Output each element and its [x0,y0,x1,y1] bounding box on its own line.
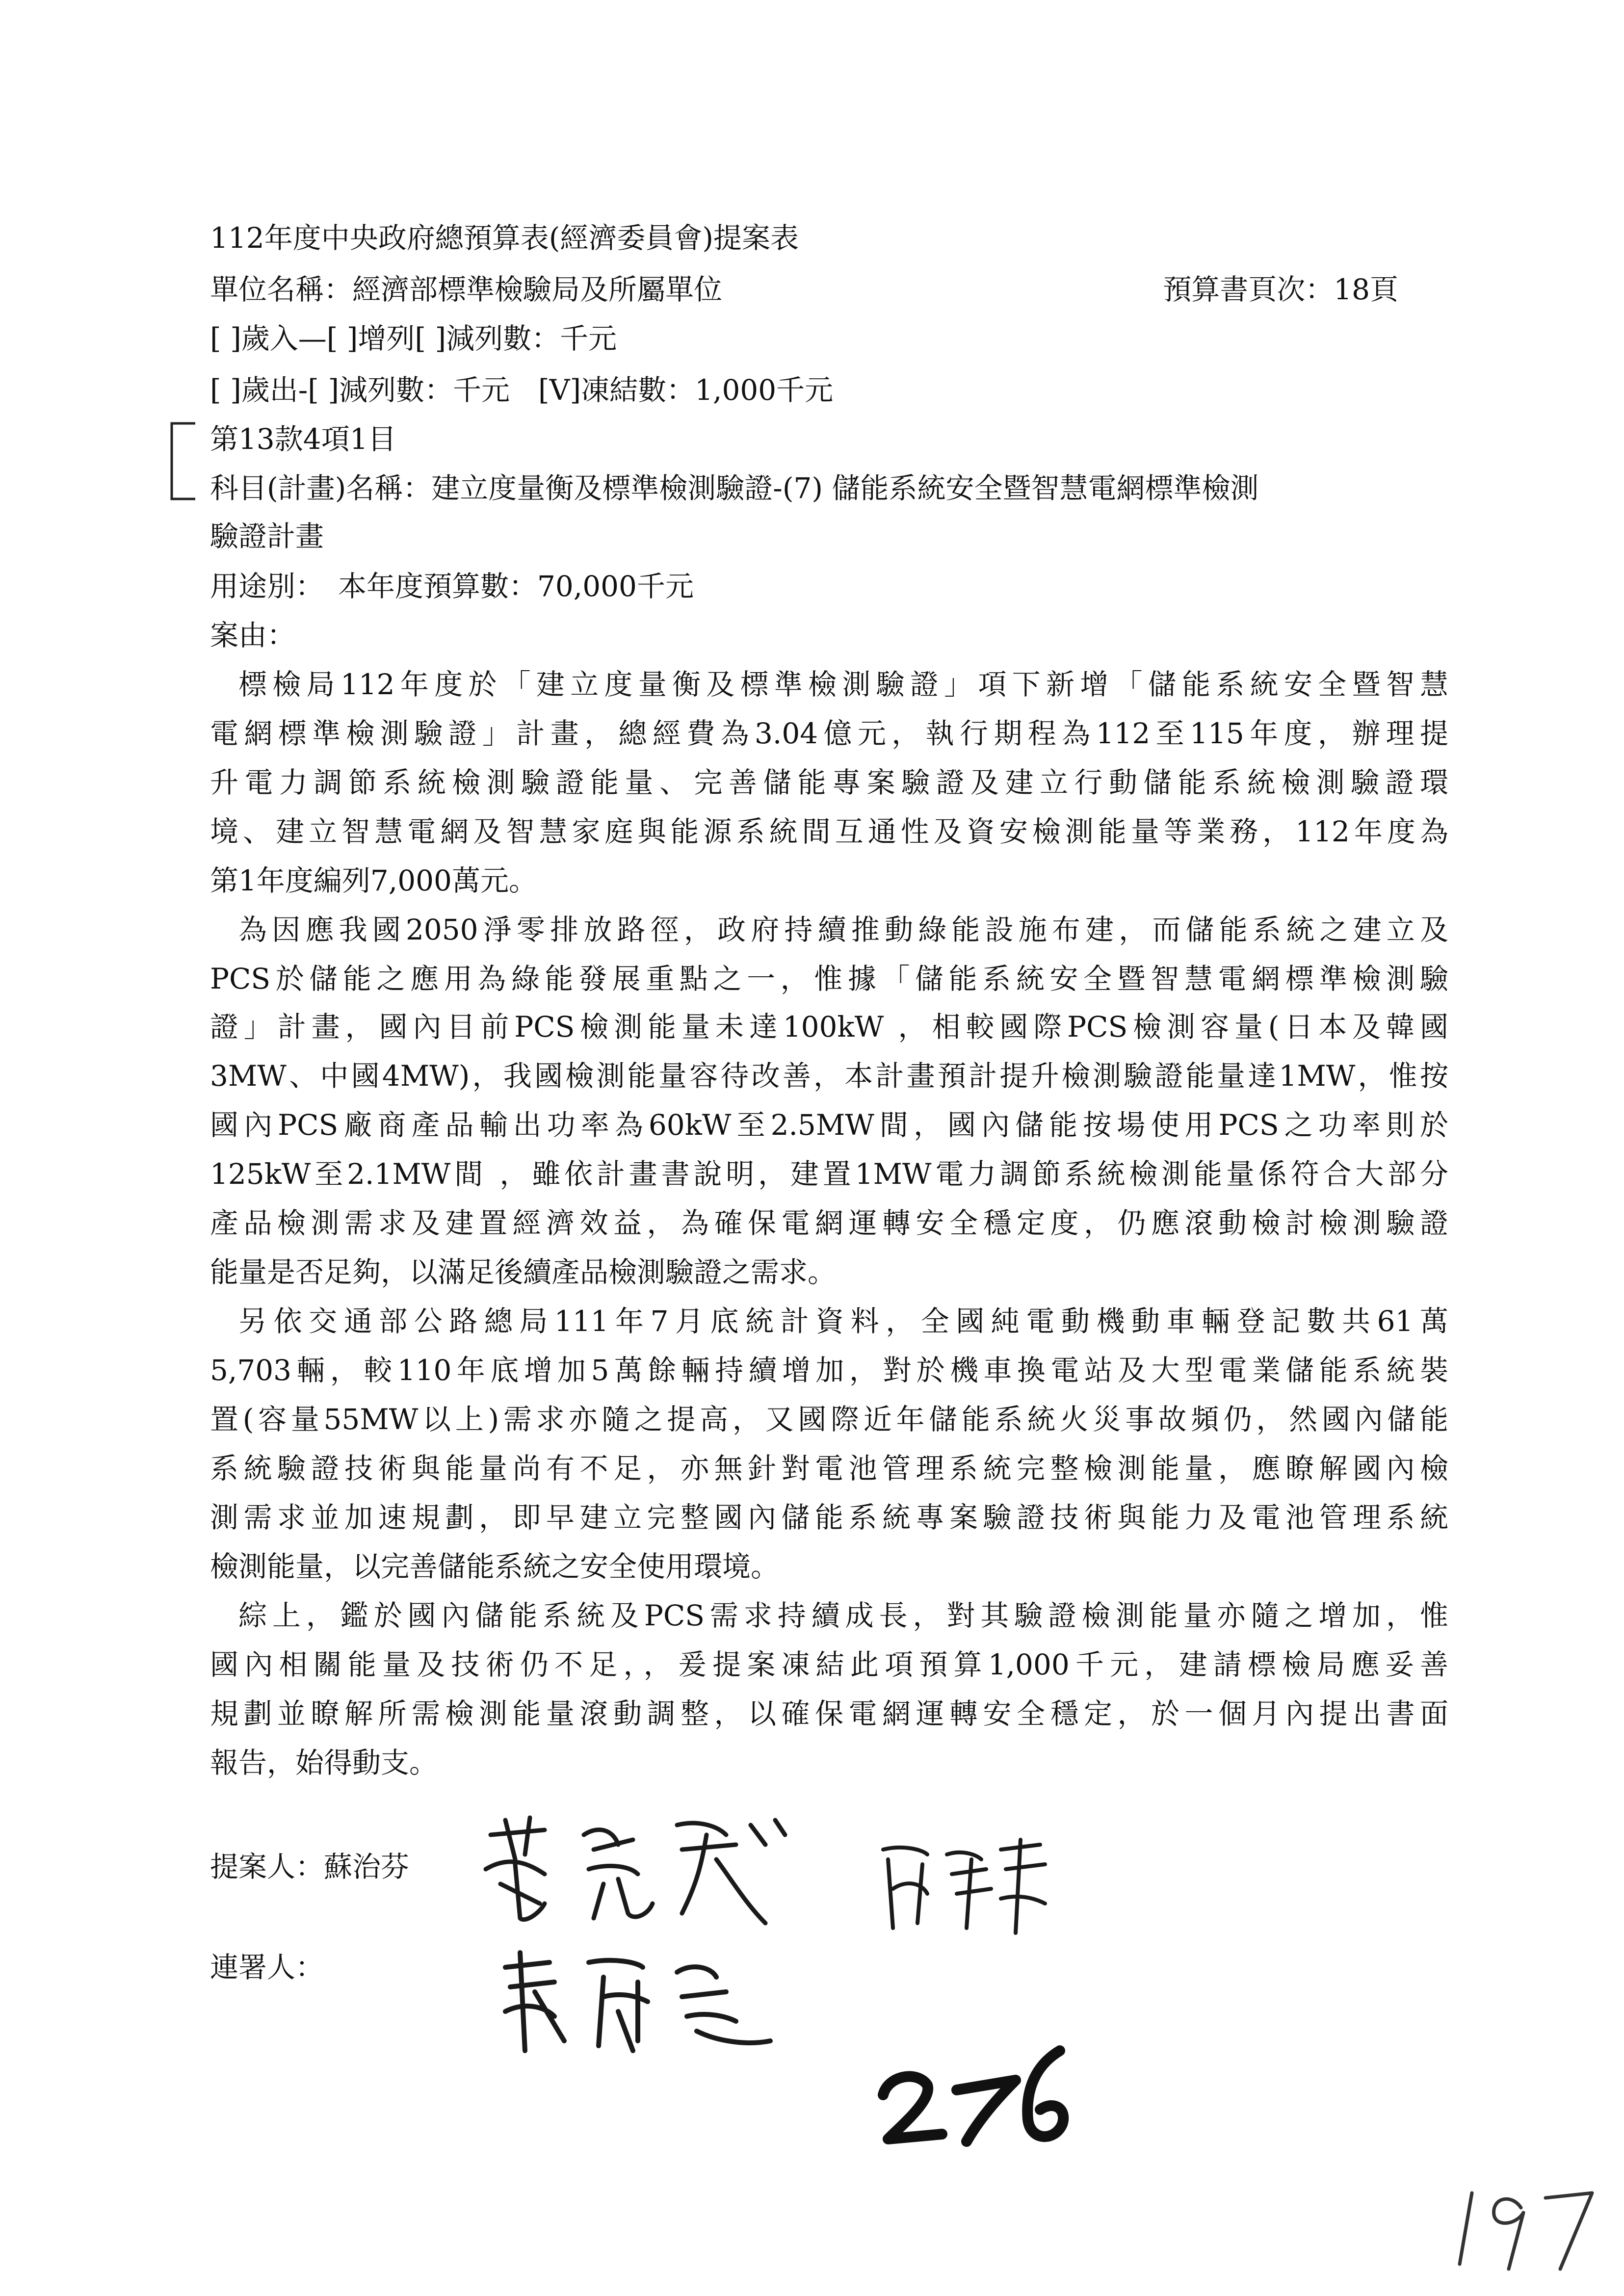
revenue-line: [ ]歲入—[ ]增列[ ]減列數：千元 [210,322,617,355]
p3-line-4: 系統驗證技術與能量尚有不足，亦無針對電池管理系統完整檢測能量，應瞭解國內檢 [210,1452,1448,1485]
p3-line-6: 檢測能量，以完善儲能系統之安全使用環境。 [210,1550,780,1583]
p3-line-5: 測需求並加速規劃，即早建立完整國內儲能系統專案驗證技術與能力及電池管理系統 [210,1501,1448,1534]
p4-line-4: 報告，始得動支。 [210,1746,438,1779]
proposer-signature [471,1805,824,1933]
cosigner-signature-1 [873,1830,1060,1943]
p2-line-4: 3MW、中國4MW)，我國檢測能量容待改善，本計畫預計提升檢測驗證能量達1MW，惟按 [210,1059,1448,1093]
p1-line-3: 升電力調節系統檢測驗證能量、完善儲能專案驗證及建立行動儲能系統檢測驗證環 [210,766,1448,799]
page-reference: 預算書頁次：18頁 [1163,273,1398,306]
p1-line-1: 標檢局112年度於「建立度量衡及標準檢測驗證」項下新增「儲能系統安全暨智慧 [238,668,1448,701]
p2-line-2: PCS於儲能之應用為綠能發展重點之一，惟據「儲能系統安全暨智慧電網標準檢測驗 [210,962,1448,995]
handwritten-number-276 [873,2036,1079,2149]
cosigner-signature-2 [491,1943,785,2061]
usage-line: 用途別： 本年度預算數：70,000千元 [210,570,694,603]
p1-line-2: 電網標準檢測驗證」計畫，總經費為3.04億元，執行期程為112至115年度，辦理提 [210,717,1448,750]
subject-name-cont: 驗證計畫 [210,520,324,553]
p4-line-1: 綜上，鑑於國內儲能系統及PCS需求持續成長，對其驗證檢測能量亦隨之增加，惟 [238,1599,1448,1632]
p2-line-6: 125kW至2.1MW間 ，雖依計畫書說明，建置1MW電力調節系統檢測能量係符合大部分 [210,1157,1448,1191]
cosigner-label: 連署人： [210,1951,324,1984]
budget-item: 第13款4項1目 [210,422,396,456]
proposer-label: 提案人：蘇治芬 [210,1850,410,1883]
p2-line-1: 為因應我國2050淨零排放路徑，政府持續推動綠能設施布建，而儲能系統之建立及 [238,913,1448,946]
unit-name: 單位名稱：經濟部標準檢驗局及所屬單位 [210,273,723,306]
document-title: 112年度中央政府總預算表(經濟委員會)提案表 [210,221,799,255]
p4-line-2: 國內相關能量及技術仍不足，，爰提案凍結此項預算1,000千元，建請標檢局應妥善 [210,1648,1448,1681]
p3-line-1: 另依交通部公路總局111年7月底統計資料，全國純電動機動車輛登記數共61萬 [238,1305,1448,1338]
p2-line-8: 能量是否足夠，以滿足後續產品檢測驗證之需求。 [210,1255,837,1289]
bracket-mark [167,419,196,503]
p3-line-2: 5,703輛，較110年底增加5萬餘輛持續增加，對於機車換電站及大型電業儲能系統裝 [210,1354,1448,1387]
p2-line-7: 產品檢測需求及建置經濟效益，為確保電網運轉安全穩定度，仍應滾動檢討檢測驗證 [210,1206,1448,1240]
p3-line-3: 置(容量55MW以上)需求亦隨之提高，又國際近年儲能系統火災事故頻仍，然國內儲能 [210,1403,1448,1436]
p1-line-5: 第1年度編列7,000萬元。 [210,864,537,897]
subject-name: 科目(計畫)名稱：建立度量衡及標準檢測驗證-(7) 儲能系統安全暨智慧電網標準檢測 [210,471,1259,505]
handwritten-number-197 [1452,2178,1599,2276]
expense-line: [ ]歲出-[ ]減列數：千元 [V]凍結數：1,000千元 [210,373,834,407]
reason-label: 案由： [210,619,296,652]
p2-line-3: 證」計畫，國內目前PCS檢測能量未達100kW ，相較國際PCS檢測容量(日本及韓國 [210,1010,1448,1044]
p1-line-4: 境、建立智慧電網及智慧家庭與能源系統間互通性及資安檢測能量等業務，112年度為 [210,815,1448,848]
p2-line-5: 國內PCS廠商產品輸出功率為60kW至2.5MW間，國內儲能按場使用PCS之功率則於 [210,1108,1448,1142]
p4-line-3: 規劃並瞭解所需檢測能量滾動調整，以確保電網運轉安全穩定，於一個月內提出書面 [210,1697,1448,1730]
